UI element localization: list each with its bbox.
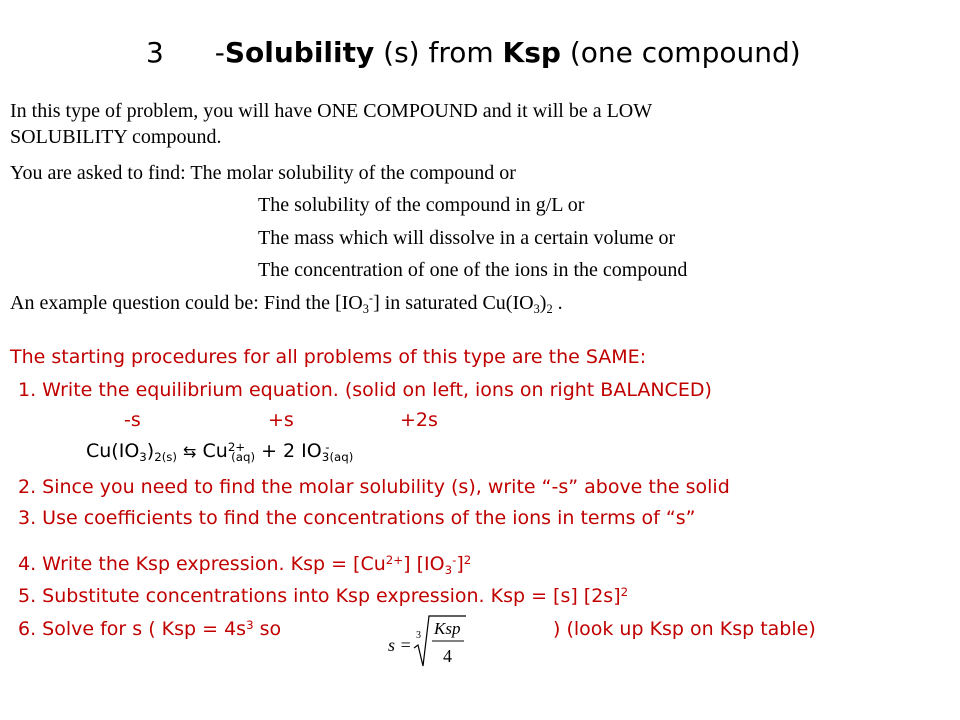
page-title bbox=[146, 36, 801, 69]
procedure-step-3: 3. Use coefficients to find the concentrations of the ions in terms of “s” bbox=[18, 507, 696, 529]
procedure-step-4: 4. Write the Ksp expression. Ksp = $[Cu^{2+}]$ $[IO_3^-]^2$ bbox=[18, 552, 472, 578]
equilibrium-equation: $Cu(IO_3)_{2(s)}$ ⇆ $Cu^{2+}_{(aq)} + 2$ $IO_3^-_{(aq)}$ bbox=[86, 439, 354, 465]
intro-line-4: The solubility of the compound in g/L or bbox=[258, 194, 585, 216]
title-mid: (s) from bbox=[374, 36, 503, 69]
title-dash: - bbox=[214, 36, 225, 69]
intro-example: An example question could be: Find the $[IO_3^-]$ in saturated $Cu(IO_3)_2$ . bbox=[10, 291, 563, 317]
formula-denominator: 4 bbox=[443, 646, 452, 666]
procedure-step-5: 5. Substitute concentrations into Ksp expression. Ksp = [s] $[2s]^2$ bbox=[18, 584, 629, 607]
intro-line-6: The concentration of one of the ions in the compound bbox=[258, 259, 688, 281]
formula-root-index: 3 bbox=[416, 630, 421, 641]
intro-line-1: In this type of problem, you will have ONE COMPOUND and it will be a LOW bbox=[10, 100, 653, 122]
intro-line-5: The mass which will dissolve in a certain volume or bbox=[258, 227, 676, 249]
procedure-step-6: 6. Solve for s ( Ksp = $4s^3$ so bbox=[18, 617, 282, 640]
formula-numerator: Ksp bbox=[434, 619, 461, 638]
procedure-intro: The starting procedures for all problems of this type are the SAME: bbox=[10, 346, 647, 368]
equilibrium-arrow-icon: ⇆ bbox=[183, 442, 197, 461]
equation-label-minus-s: -s bbox=[124, 409, 141, 431]
title-tail: (one compound) bbox=[560, 36, 801, 69]
title-bold-solubility: Solubility bbox=[224, 36, 375, 69]
intro-line-3: You are asked to find: The molar solubility of the compound or bbox=[10, 162, 516, 184]
title-number: 3 bbox=[146, 36, 164, 69]
equation-label-plus-s: +s bbox=[268, 409, 294, 431]
procedure-step-6-tail: ) (look up Ksp on Ksp table) bbox=[553, 618, 816, 640]
procedure-step-1: 1. Write the equilibrium equation. (solid on left, ions on right BALANCED) bbox=[18, 379, 712, 401]
intro-line-2: SOLUBILITY compound. bbox=[10, 126, 222, 148]
formula-s-equals: s = bbox=[388, 635, 412, 655]
cube-root-formula bbox=[386, 610, 468, 676]
equation-label-plus-2s: +2s bbox=[400, 409, 438, 431]
procedure-step-2: 2. Since you need to find the molar solubility (s), write “-s” above the solid bbox=[18, 476, 730, 498]
title-bold-ksp: Ksp bbox=[502, 36, 561, 69]
